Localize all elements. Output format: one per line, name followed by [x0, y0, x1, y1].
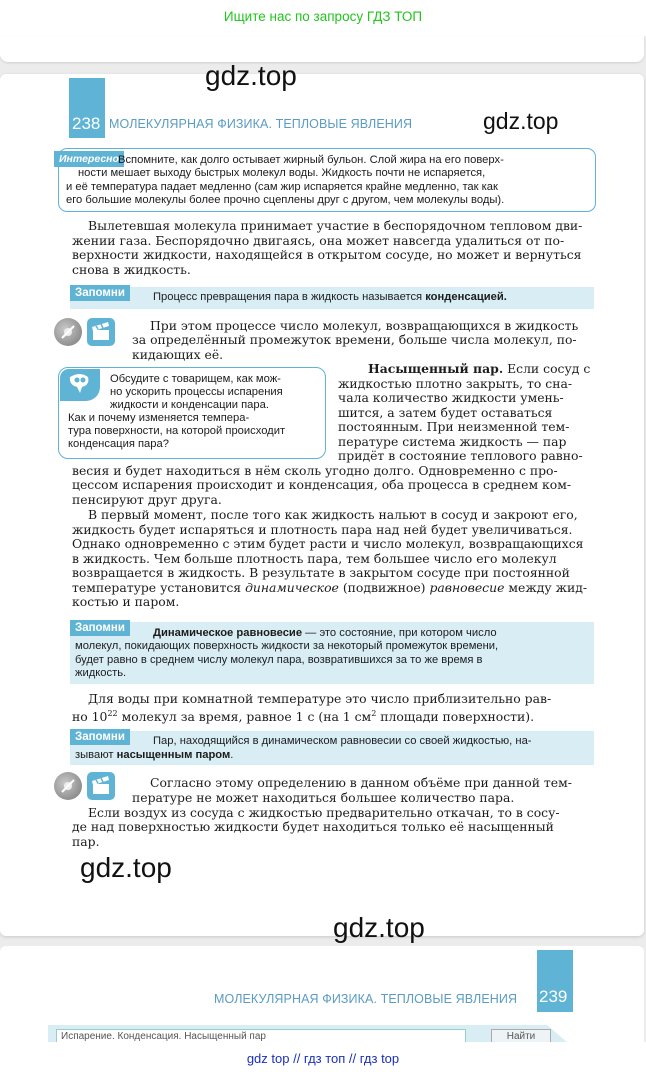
remember-text-regular: — это состояние, при котором число	[302, 627, 497, 639]
paragraph-line: весия и будет находиться в нём сколь угодно долго. Одновременно с про-	[72, 463, 558, 478]
section-search-field[interactable]: Испарение. Конденсация. Насыщенный пар	[56, 1029, 466, 1045]
page-number: 238	[72, 114, 101, 133]
paragraph-line: жидкость будет испаряться и плотность пара над ней будет увеличиваться.	[72, 522, 573, 537]
section-heading-line	[368, 361, 590, 377]
discuss-line: конденсация пара?	[68, 438, 169, 450]
search-button[interactable]: Найти	[491, 1029, 551, 1045]
remember-line: будет равно в среднем числу молекул пара, возвратившихся за то же время в	[75, 654, 483, 666]
speech-bubbles-icon	[60, 369, 100, 401]
remember-text	[153, 627, 497, 641]
remember-line: жидкость.	[75, 667, 127, 679]
paragraph-line: костью и паром.	[72, 594, 180, 609]
page-number-tab	[537, 950, 573, 1012]
page-number-tab	[69, 78, 105, 138]
paragraph-line: постоянным. При неизменной тем-	[338, 419, 570, 434]
clapperboard-icon-graphic	[87, 772, 115, 800]
paragraph-line: пературе не может находиться большее количество пара.	[132, 790, 515, 805]
section-strip	[0, 1021, 646, 1043]
discuss-line: тура поверхности, на которой происходит	[68, 425, 286, 437]
paragraph-line: снова в жидкость.	[72, 262, 191, 277]
watermark: gdz.top	[333, 912, 425, 943]
remember-label: Запомни	[70, 285, 130, 301]
paragraph-line: в жидкость. Чем больше плотность пара, тем большее число его молекул	[72, 551, 557, 566]
clapperboard-icon	[87, 772, 115, 800]
interesting-line: его большие молекулы более прочно сцеплены друг с другом, чем молекулы воды).	[66, 194, 505, 206]
term-dynamic-equilibrium: Динамическое равновесие	[153, 627, 303, 639]
disc-icon	[54, 318, 82, 346]
top-banner[interactable]: Ищите нас по запросу ГДЗ ТОП	[0, 0, 646, 36]
paragraph-line: чала количество жидкости умень-	[338, 390, 564, 405]
disc-icon	[54, 772, 82, 800]
running-title: МОЛЕКУЛЯРНАЯ ФИЗИКА. ТЕПЛОВЫЕ ЯВЛЕНИЯ	[109, 117, 413, 131]
watermark: gdz.top	[483, 108, 559, 134]
text: (подвижное)	[338, 580, 430, 595]
paragraph-line: пенсируют друг друга.	[72, 492, 222, 507]
paragraph-line	[72, 706, 534, 725]
paragraph-text: Если сосуд с	[503, 361, 591, 376]
term-dynamic: динамическое	[245, 580, 339, 595]
watermark: gdz.top	[205, 60, 297, 91]
paragraph-line: Вылетевшая молекула принимает участие в беспорядочном тепловом дви-	[88, 218, 583, 233]
paragraph-line: пар.	[72, 834, 100, 849]
interesting-line: Вспомните, как долго остывает жирный бульон. Слой жира на его поверх-	[118, 154, 504, 166]
discuss-line: но ускорить процессы испарения	[110, 386, 283, 398]
paragraph-line: шится, а затем будет оставаться	[338, 405, 553, 420]
paragraph-line: Согласно этому определению в данном объёме при данной тем-	[150, 775, 572, 790]
interesting-line: ности мешает выходу быстрых молекул воды. Жидкость почти не испаряется,	[78, 167, 486, 179]
remember-line: молекул, покидающих поверхность жидкости за некоторый промежуток времени,	[75, 640, 499, 652]
term-condensation: конденсацией.	[425, 291, 507, 303]
text: температуре установится	[72, 580, 246, 595]
remember-line: Пар, находящийся в динамическом равновесии со своей жидкостью, на-	[153, 735, 532, 747]
page-number: 239	[539, 987, 568, 1006]
paragraph-line: В первый момент, после того как жидкость нальют в сосуд и закроют его,	[88, 507, 578, 522]
clapperboard-icon-graphic	[87, 318, 115, 346]
disc-icon-graphic	[54, 318, 82, 346]
paragraph-line: верхности жидкости, находящейся в открытом сосуде, но может и вернуться	[72, 247, 582, 262]
remember-text	[153, 291, 507, 305]
number-base: 10	[91, 709, 108, 725]
watermark: gdz.top	[80, 852, 172, 883]
paragraph-line: придёт в состояние теплового равно-	[338, 448, 583, 463]
remember-label: Запомни	[70, 620, 130, 636]
footer-links[interactable]: gdz top // гдз топ // гдз top	[0, 1042, 646, 1076]
discuss-line: жидкости и конденсации пара.	[110, 399, 269, 411]
exponent: 2	[371, 709, 377, 718]
paragraph-line: жении газа. Беспорядочно двигаясь, она может навсегда удалиться от по-	[72, 233, 565, 248]
previous-page-card	[0, 36, 644, 62]
remember-line	[75, 749, 233, 763]
paragraph-line: де над поверхностью жидкости будет находиться только её насыщенный	[72, 819, 554, 834]
exponent: 22	[107, 709, 118, 718]
remember-label: Запомни	[70, 729, 130, 745]
paragraph-line: При этом процессе число молекул, возвращающихся в жидкость	[150, 318, 579, 333]
clapperboard-icon	[87, 318, 115, 346]
discuss-line: Обсудите с товарищем, как мож-	[110, 373, 281, 385]
term-saturated-vapor: насыщенным паром	[116, 749, 231, 761]
paragraph-line: возвращается в жидкость. В результате в закрытом сосуде при постоянной	[72, 565, 570, 580]
paragraph-line: Если воздух из сосуда с жидкостью предварительно откачан, то в сосу-	[88, 805, 560, 820]
text: но	[72, 709, 92, 725]
discuss-line: Как и почему изменяется темпера-	[68, 412, 250, 424]
text: между жид-	[504, 580, 588, 595]
text: молекул за время, равное 1 с (на 1 см	[117, 709, 372, 725]
interesting-label: Интересно	[54, 151, 124, 167]
paragraph-line: цессом испарения происходит и конденсация, оба процесса в среднем ком-	[72, 477, 572, 492]
paragraph-line: Однако одновременно с этим будет расти и число молекул, возвращающихся	[72, 536, 584, 551]
text: площади поверхности).	[376, 709, 535, 725]
interesting-line: и её температура падает медленно (сам жир испаряется крайне медленно, так как	[66, 181, 498, 193]
paragraph-line: кидающих её.	[132, 347, 224, 362]
remember-text-regular: Процесс превращения пара в жидкость называется	[153, 291, 426, 303]
paragraph-line: пературе система жидкость — пар	[338, 434, 567, 449]
disc-icon-graphic	[54, 772, 82, 800]
text: зывают	[75, 749, 117, 761]
term-equilibrium: равновесие	[429, 580, 505, 595]
section-heading: Насыщенный пар.	[368, 361, 504, 376]
paragraph-line: жидкостью плотно закрыть, то сна-	[338, 376, 573, 391]
paragraph-line: за определённый промежуток времени, больше числа молекул, по-	[132, 332, 577, 347]
paragraph-line: Для воды при комнатной температуре это число приблизительно рав-	[88, 691, 552, 706]
text: .	[230, 749, 234, 761]
discuss-icon-tab	[60, 369, 100, 401]
running-title: МОЛЕКУЛЯРНАЯ ФИЗИКА. ТЕПЛОВЫЕ ЯВЛЕНИЯ	[214, 992, 518, 1006]
